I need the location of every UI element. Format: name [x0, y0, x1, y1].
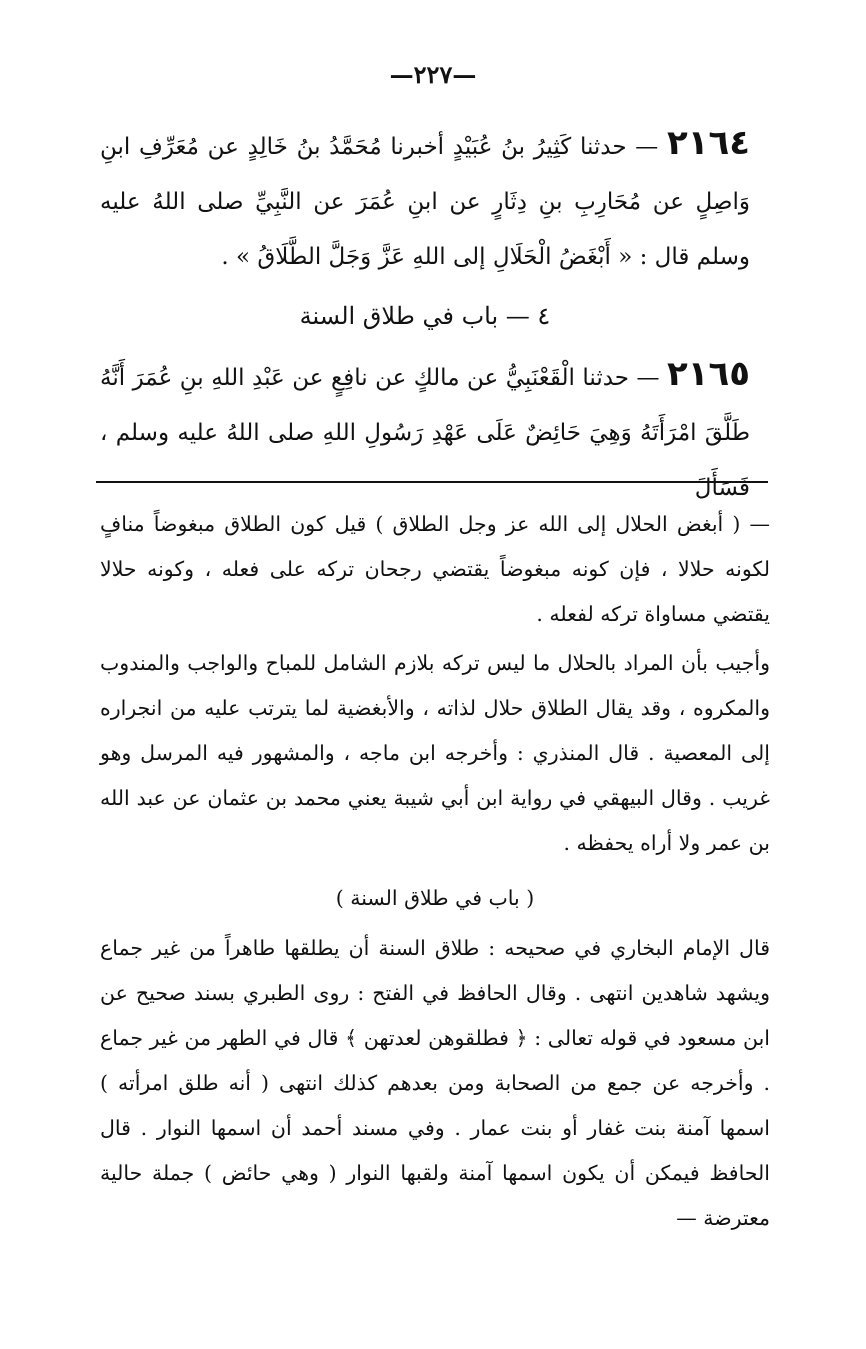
commentary-sub-heading: ( باب في طلاق السنة ) [335, 886, 535, 910]
hadith-text: — حدثنا الْقَعْنَبِيُّ عن مالكٍ عن نافِعٍ عن عَبْدِ اللهِ بنِ عُمَرَ أَنَّهُ طَلَّقَ امْرَأَتَهُ وَهِيَ حَائِضٌ عَلَى عَهْدِ رَسُولِ اللهِ صلى اللهُ عليه وسلم ، فَسَأَلَ [100, 365, 750, 501]
hadith-number: ٢١٦٥ [666, 354, 750, 394]
hadith-number: ٢١٦٤ [666, 123, 750, 163]
page-number: —٢٢٧— [389, 60, 477, 89]
hadith-section [100, 116, 750, 516]
commentary-paragraph: — ( أبغض الحلال إلى الله عز وجل الطلاق ) قيل كون الطلاق مبغوضاً منافٍ لكونه حلالا ، فإن كونه مبغوضاً يقتضي رجحان تركه على فعله ، وكونه حلالا يقتضي مساواة تركه لفعله . [100, 512, 770, 626]
commentary-paragraph: وأجيب بأن المراد بالحلال ما ليس تركه بلازم الشامل للمباح والواجب والمندوب والمكروه ، وقد يقال الطلاق حلال لذاته ، والأبغضية لما يترتب عليه من انجراره إلى المعصية . قال المنذري : وأخرجه ابن ماجه ، والمشهور فيه المرسل وهو غريب . وقال البيهقي في رواية ابن أبي شيبة يعني محمد بن عثمان عن عبد الله بن عمر ولا أراه يحفظه . [100, 651, 770, 855]
hadith-2164 [100, 116, 750, 285]
commentary-paragraph: قال الإمام البخاري في صحيحه : طلاق السنة أن يطلقها طاهراً من غير جماع ويشهد شاهدين انتهى . وقال الحافظ في الفتح : روى الطبري بسند صحيح عن ابن مسعود في قوله تعالى : ﴿ فطلقوهن لعدتهن ﴾ قال في الطهر من غير جماع . وأخرجه عن جمع من الصحابة ومن بعدهم كذلك انتهى ( أنه طلق امرأته ) اسمها آمنة بنت غفار أو بنت عمار . وفي مسند أحمد أن اسمها النوار . قال الحافظ فيمكن أن يكون اسمها آمنة ولقبها النوار ( وهي حائض ) جملة حالية معترضة — [100, 936, 770, 1230]
separator-line [96, 481, 768, 483]
hadith-text: — حدثنا كَثِيرُ بنُ عُبَيْدٍ أخبرنا مُحَمَّدُ بنُ خَالِدٍ عن مُعَرِّفِ ابنِ وَاصِلٍ عن مُحَارِبِ بنِ دِثَارٍ عن ابنِ عُمَرَ عن النَّبِيِّ صلى اللهُ عليه وسلم قال : « أَبْغَضُ الْحَلَالِ إلى اللهِ عَزَّ وَجَلَّ الطَّلَاقُ » . [100, 134, 750, 270]
hadith-2165 [100, 347, 750, 516]
commentary-section [100, 502, 770, 1241]
chapter-heading: ٤ — باب في طلاق السنة [299, 302, 551, 330]
